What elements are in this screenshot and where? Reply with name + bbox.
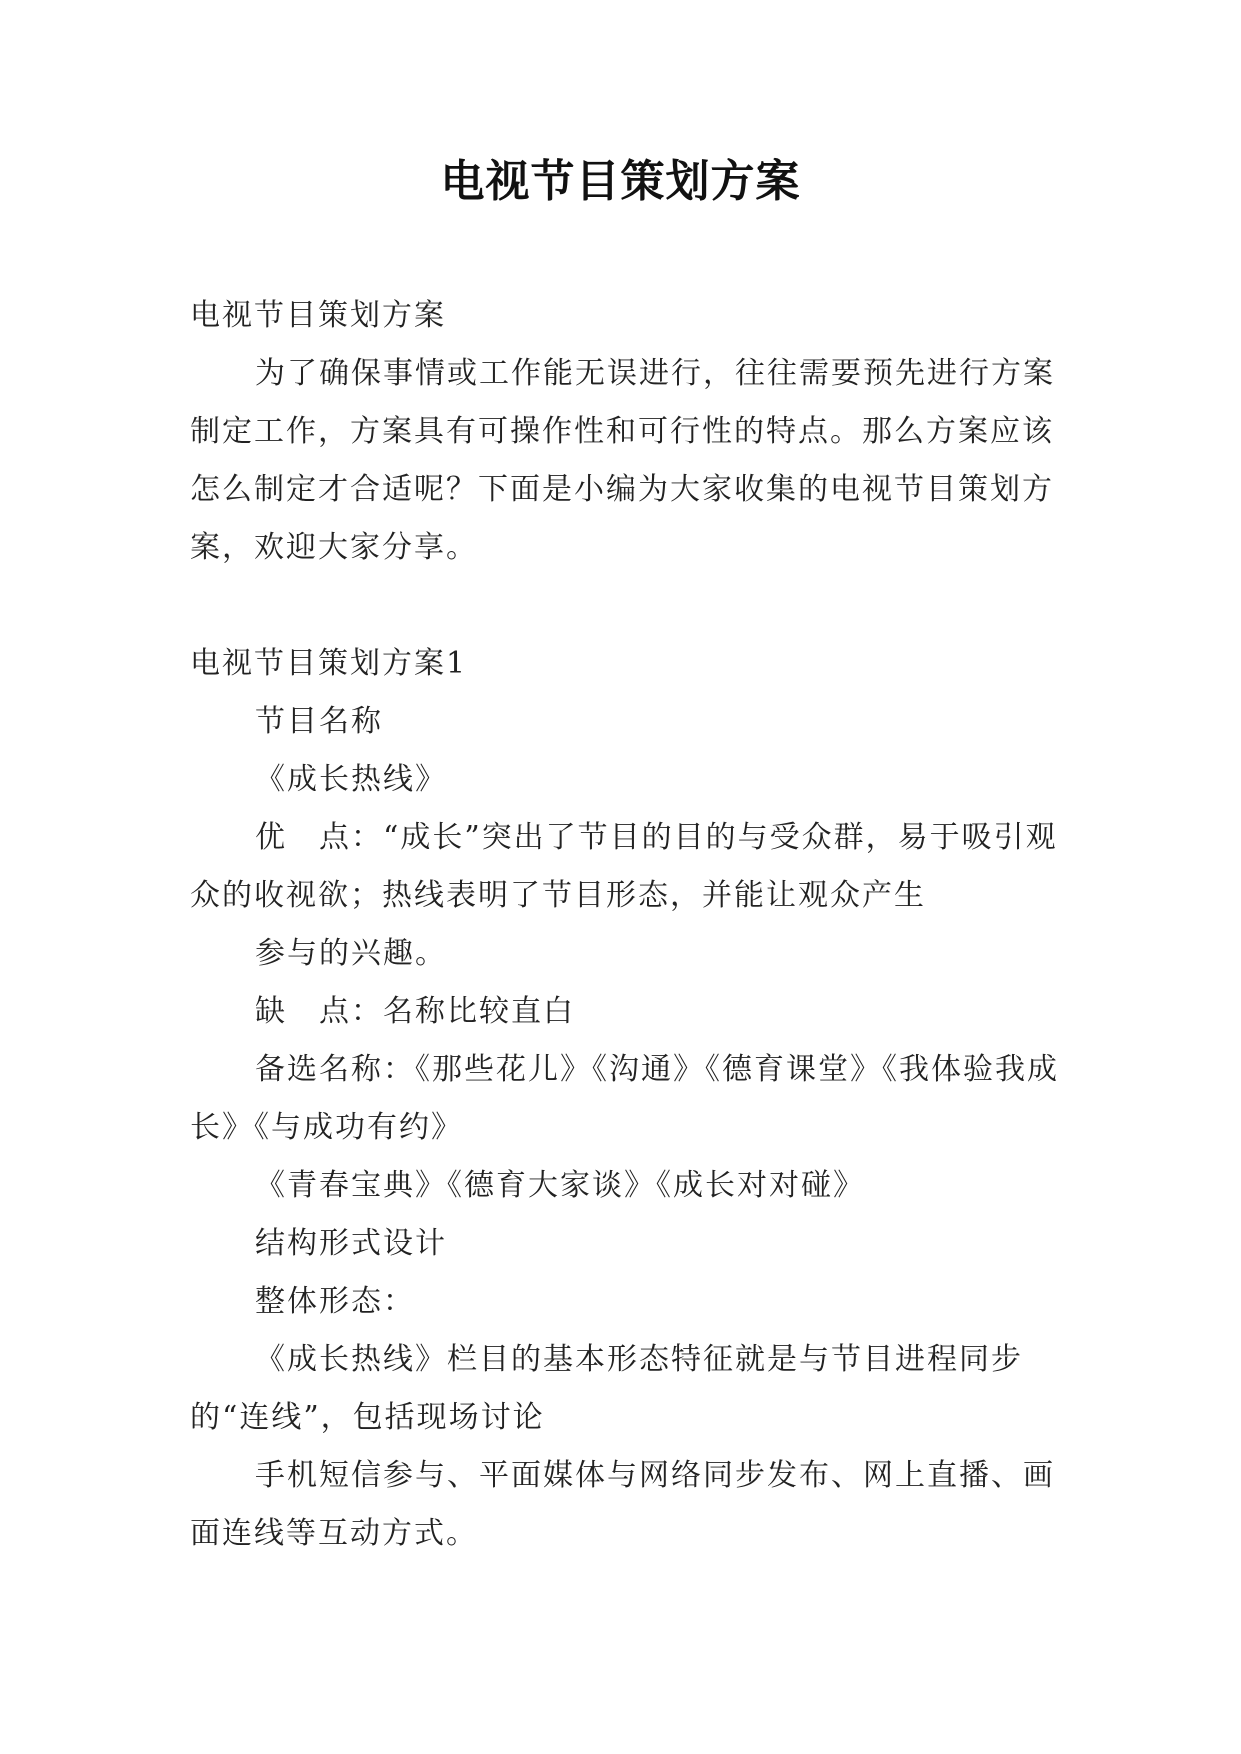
paragraph-structure-heading: 结构形式设计 [255, 1226, 447, 1261]
paragraph-advantages-cont: 参与的兴趣。 [255, 936, 447, 971]
paragraph-overall-form-label: 整体形态： [255, 1284, 415, 1319]
paragraph-overall-form: 《成长热线》栏目的基本形态特征就是与节目进程同步的“连线”，包括现场讨论 [190, 1342, 1023, 1435]
paragraph-alt-names: 备选名称：《那些花儿》《沟通》《德育课堂》《我体验我成长》《与成功有约》 [190, 1052, 1059, 1145]
paragraph-disadvantages: 缺 点：名称比较直白 [255, 994, 575, 1029]
document-body [190, 287, 1070, 1563]
document-title: 电视节目策划方案 [440, 156, 801, 207]
paragraph-program-name-label: 节目名称 [255, 704, 383, 739]
paragraph-section-heading: 电视节目策划方案1 [190, 646, 468, 681]
paragraph-alt-names-cont: 《青春宝典》《德育大家谈》《成长对对碰》 [255, 1168, 865, 1203]
paragraph-subtitle: 电视节目策划方案 [190, 298, 446, 333]
paragraph-advantages: 优 点：“成长”突出了节目的目的与受众群，易于吸引观众的收视欲；热线表明了节目形态，并能让观众产生 [190, 820, 1058, 913]
paragraph-gap [190, 577, 1070, 635]
paragraph-program-name: 《成长热线》 [255, 762, 447, 797]
paragraph-interaction-methods: 手机短信参与、平面媒体与网络同步发布、网上直播、画面连线等互动方式。 [190, 1458, 1055, 1551]
paragraph-intro: 为了确保事情或工作能无误进行，往往需要预先进行方案制定工作，方案具有可操作性和可行性的特点。那么方案应该怎么制定才合适呢？下面是小编为大家收集的电视节目策划方案，欢迎大家分享。 [190, 356, 1055, 565]
